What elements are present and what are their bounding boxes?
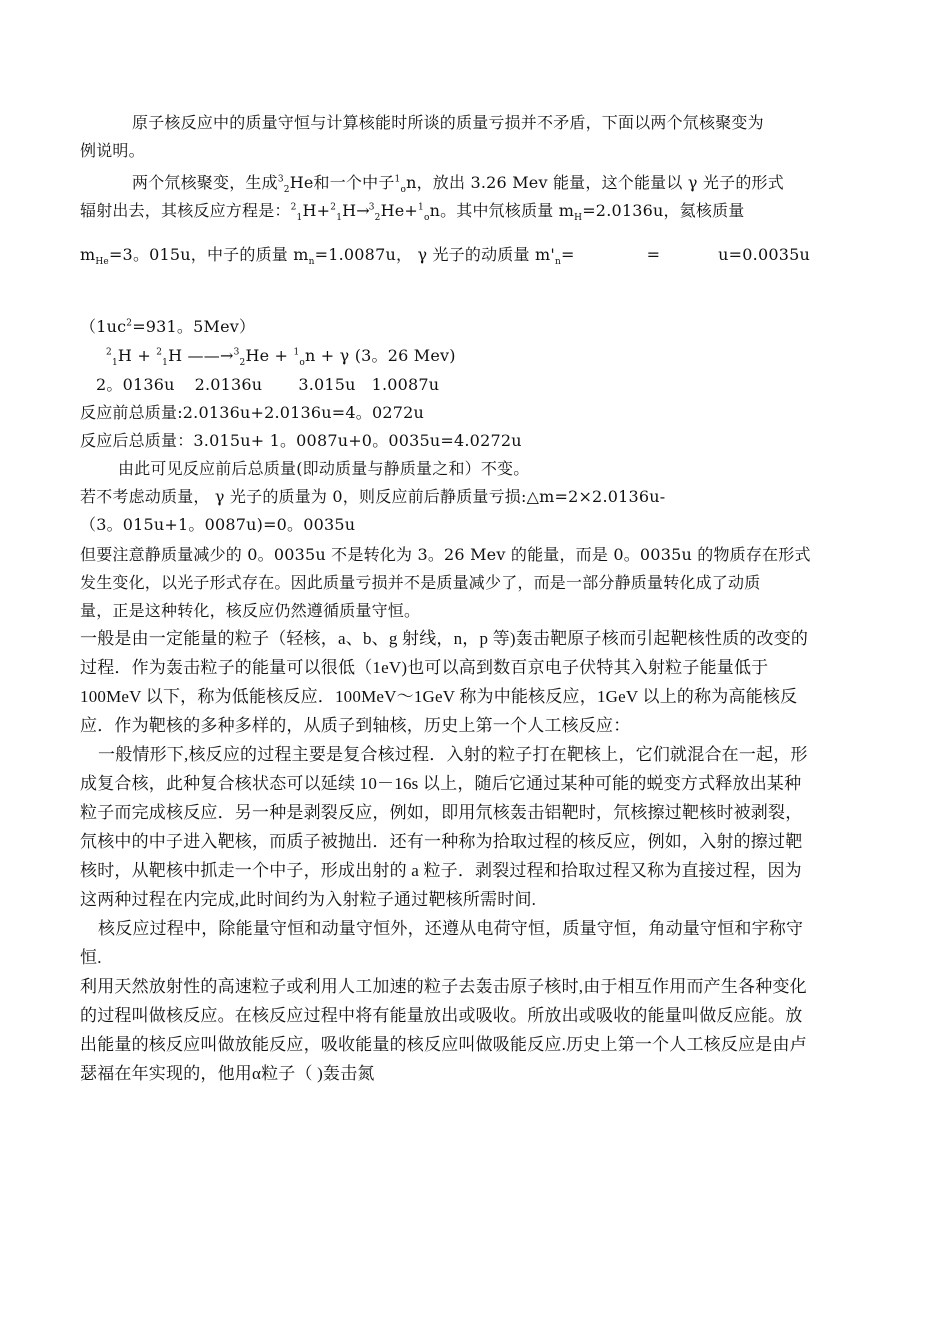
conv-text: =931。5Mev）	[132, 317, 256, 336]
photon-mass: u=0.0035u	[718, 245, 810, 264]
mass-value: 3.015u	[298, 375, 356, 394]
equation-part: H+	[302, 201, 331, 220]
def-line-4: 应．作为靶核的多种多样的，从质子到轴核，历史上第一个人工核反应：	[80, 716, 631, 735]
subscript: n	[554, 257, 561, 268]
equation-term: He +	[245, 346, 294, 365]
mass-text: =3。015u，中子的质量 m	[108, 245, 309, 264]
mass-value: 2。0136u	[96, 375, 175, 394]
fusion-text: 两个氘核聚变，生成	[132, 173, 278, 192]
mass-text: =	[646, 245, 661, 264]
arrow-icon: ——→	[187, 346, 234, 365]
process-line-4: 氘核中的中子进入靶核，而质子被抛出．还有一种称为拾取过程的核反应，例如，入射的擦过靶	[80, 832, 803, 851]
sup: 3	[233, 347, 240, 358]
final-line-1: 利用天然放射性的高速粒子或利用人工加速的粒子去轰击原子核时,由于相互作用而产生各种变化	[80, 977, 807, 996]
total-before: 反应前总质量:2.0136u+2.0136u=4。0272u	[80, 403, 424, 422]
equation-term: H +	[117, 346, 157, 365]
fusion-text: 辐射出去，其核反应方程是：	[80, 201, 291, 220]
fusion-line-1: 两个氘核聚变，生成$^3_2$He和一个中子$^1_o$n，放出 3.26 Mev 能量，这个能量以 γ 光子的形式	[132, 173, 784, 196]
mass-value: 2.0136u	[194, 375, 263, 394]
conservation-line-1: 核反应过程中，除能量守恒和动量守恒外，还遵从电荷守恒，质量守恒，角动量守恒和宇称守	[98, 919, 804, 938]
note-line-1: 但要注意静质量减少的 0。0035u 不是转化为 3。26 Mev 的能量，而是 0。0035u 的物质存在形式	[80, 545, 811, 564]
mass-text: m	[80, 245, 96, 264]
sub: 1	[162, 358, 169, 369]
subscript: He	[95, 257, 109, 268]
conclusion: 由此可见反应前后总质量(即动质量与静质量之和）不变。	[118, 459, 530, 478]
def-line-2: 过程．作为轰击粒子的能量可以很低（1eV)也可以高到数百京电子伏特其入射粒子能量低于	[80, 658, 769, 677]
mass-line	[80, 242, 810, 268]
reaction-equation	[106, 343, 456, 369]
fusion-text: ，放出 3.26 Mev 能量，这个能量以 γ 光子的形式	[416, 173, 784, 192]
final-line-3: 出能量的核反应叫做放能反应，吸收能量的核反应叫做吸能反应.历史上第一个人工核反应是由卢	[80, 1035, 807, 1054]
def-line-1: 一般是由一定能量的粒子（轻核，a、b、g 射线，n，p 等)轰击靶原子核而引起靶核性质的改变的	[80, 629, 809, 648]
conv-text: （1uc	[80, 317, 127, 336]
equation-part: He+	[380, 201, 418, 220]
process-line-1: 一般情形下,核反应的过程主要是复合核过程．入射的粒子打在靶核上，它们就混合在一起，形	[98, 745, 808, 764]
final-line-2: 的过程叫做核反应。在核反应过程中将有能量放出或吸收。所放出或吸收的能量叫做反应能。放	[80, 1006, 803, 1025]
loss-line-2: （3。015u+1。0087u)=0。0035u	[80, 515, 356, 534]
sup: 2	[156, 347, 163, 358]
subscript: H	[574, 213, 583, 224]
process-line-5: 核时，从靶核中抓走一个中子，形成出射的 a 粒子．剥裂过程和拾取过程又称为直接过程，因为	[80, 861, 802, 880]
equation-part: n。其中氘核质量 m	[429, 201, 575, 220]
process-line-2: 成复合核，此种复合核状态可以延续 10－16s 以上，随后它通过某种可能的蜕变方式释放出某种	[80, 774, 802, 793]
final-line-4: 瑟福在年实现的，他用α粒子（ )轰击氮	[80, 1064, 375, 1083]
fusion-line-2: 辐射出去，其核反应方程是：$^2_1$H+$^2_1$H→$^3_2$He+$^1_o$n。其中氘核质量 $m_H=2.0136u$，氦核质量	[80, 201, 745, 224]
sup: 1	[293, 347, 300, 358]
masses-row	[96, 372, 439, 398]
sub: 1	[111, 358, 118, 369]
conservation-line-2: 恒.	[80, 948, 102, 967]
mass-text: =1.0087u， γ 光子的动质量 m'	[314, 245, 555, 264]
deuteron-mass: =2.0136u，氦核质量	[582, 201, 745, 220]
note-line-2: 发生变化，以光子形式存在。因此质量亏损并不是质量减少了，而是一部分静质量转化成了动质	[80, 573, 761, 592]
total-after: 反应后总质量：3.015u+ 1。0087u+0。0035u=4.0272u	[80, 431, 522, 450]
loss-line-1: 若不考虑动质量， γ 光子的质量为 0，则反应前后静质量亏损:△m=2×2.0136u-	[80, 487, 666, 506]
sub: o	[299, 358, 305, 369]
helium-symbol: He	[289, 173, 314, 192]
intro-line-2: 例说明。	[80, 141, 145, 160]
equation-part: H	[342, 201, 357, 220]
def-line-3: 100MeV 以下，称为低能核反应．100MeV～1GeV 称为中能核反应，1GeV 以上的称为高能核反	[80, 687, 798, 706]
intro-line-1: 原子核反应中的质量守恒与计算核能时所谈的质量亏损并不矛盾，下面以两个氘核聚变为	[132, 113, 764, 132]
process-line-6: 这两种过程在内完成,此时间约为入射粒子通过靶核所需时间.	[80, 890, 537, 909]
process-line-3: 粒子而完成核反应．另一种是剥裂反应，例如，即用氘核轰击铝靶时，氘核擦过靶核时被剥裂，	[80, 803, 803, 822]
note-line-3: 量，正是这种转化，核反应仍然遵循质量守恒。	[80, 601, 421, 620]
fusion-text: 和一个中子	[313, 173, 395, 192]
arrow-icon: →	[356, 201, 369, 220]
neutron-symbol: n	[406, 173, 417, 192]
mass-text: =	[560, 245, 575, 264]
subscript: n	[308, 257, 315, 268]
equation-term: n + γ (3。26 Mev)	[305, 346, 456, 365]
sub: 2	[239, 358, 246, 369]
mass-value: 1.0087u	[371, 375, 440, 394]
sup: 2	[106, 347, 112, 358]
equation-term: H	[168, 346, 188, 365]
conversion-line: （$1uc^2=931$。5Mev）	[80, 317, 256, 336]
